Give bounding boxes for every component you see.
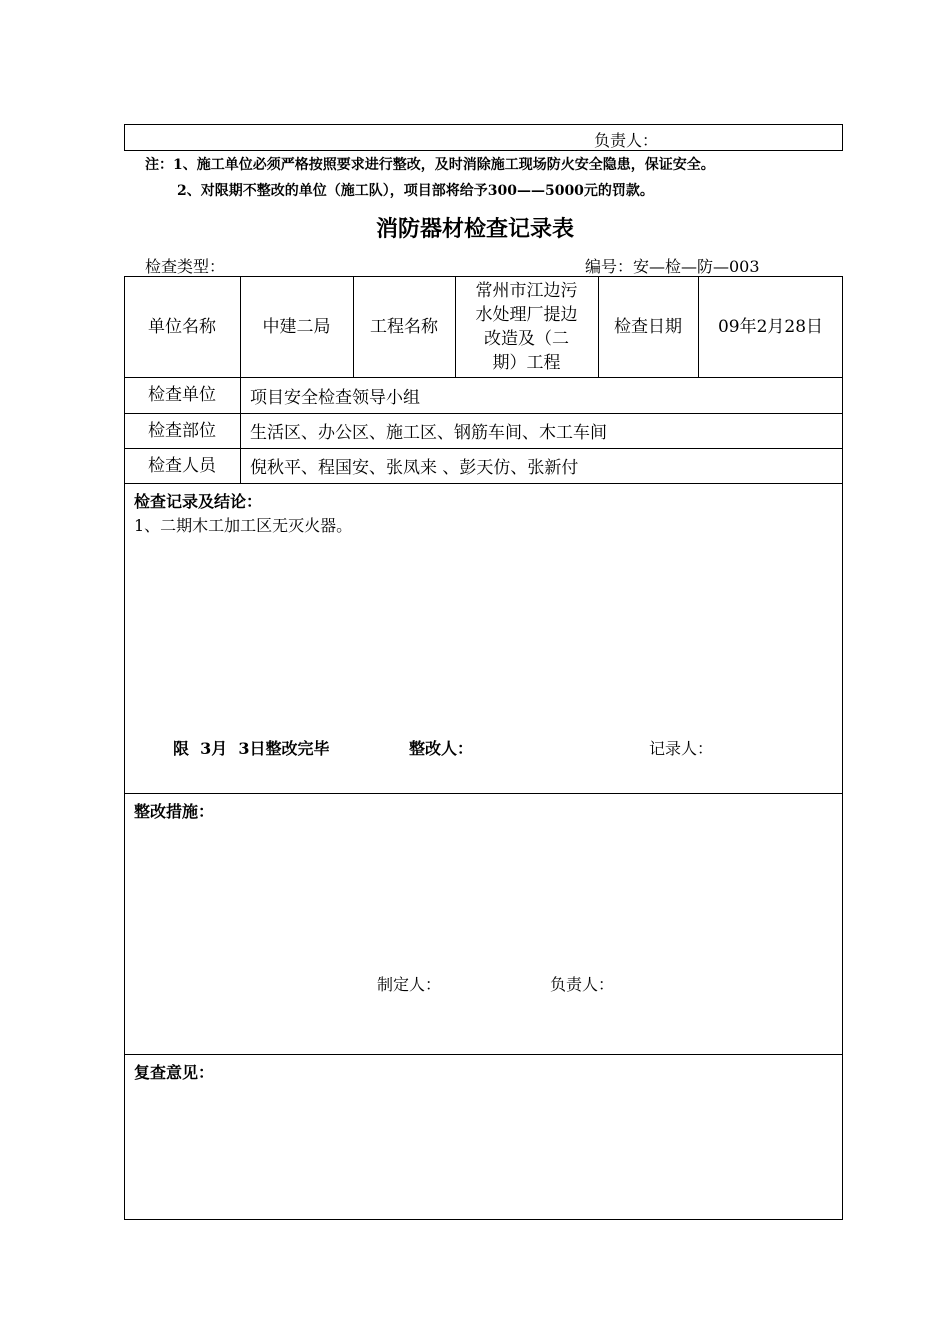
check-type-label: 检查类型： (145, 257, 226, 276)
record-heading: 检查记录及结论： (134, 492, 263, 511)
check-area-label: 检查部位 (148, 420, 216, 441)
project-name-line: 水处理厂提边 (475, 304, 578, 325)
note-line-1: 注：1、施工单位必须严格按照要求进行整改，及时消除施工现场防火安全隐患，保证安全。 (145, 157, 715, 173)
check-date-value: 09年2月28日 (717, 316, 824, 337)
recorder-label: 记录人： (649, 739, 714, 758)
maker-label: 制定人： (377, 975, 442, 994)
check-unit-label: 检查单位 (148, 385, 216, 405)
deadline-text: 限 3月 3日整改完毕 (173, 739, 330, 758)
check-unit-value: 项目安全检查领导小组 (250, 387, 420, 408)
project-name-value (455, 276, 598, 377)
measures-responsible-label: 负责人： (550, 975, 615, 994)
check-date-label: 检查日期 (614, 316, 682, 337)
check-area-value: 生活区、办公区、施工区、钢筋车间、木工车间 (250, 423, 607, 443)
project-name-label: 工程名称 (370, 316, 438, 337)
project-name-line: 改造及（二 (484, 328, 569, 349)
measures-heading: 整改措施： (134, 802, 215, 821)
page-title: 消防器材检查记录表 (375, 216, 574, 242)
row-divider (124, 793, 843, 794)
top-box (124, 124, 843, 151)
project-name-line: 期）工程 (492, 352, 561, 373)
unit-name-label: 单位名称 (148, 316, 216, 337)
record-item-1: 1、二期木工加工区无灭火器。 (134, 516, 353, 535)
row-divider (124, 483, 843, 484)
rectifier-label: 整改人： (409, 739, 474, 758)
row-divider (124, 1054, 843, 1055)
review-heading: 复查意见： (134, 1063, 215, 1082)
project-name-line: 常州市江边污 (475, 280, 578, 301)
inspectors-label: 检查人员 (148, 455, 216, 476)
note-line-2: 2、对限期不整改的单位（施工队），项目部将给予300——5000元的罚款。 (177, 183, 654, 199)
record-number: 编号：安—检—防—003 (585, 257, 760, 276)
unit-name-value: 中建二局 (262, 316, 331, 337)
inspectors-value: 倪秋平、程国安、张凤来 、彭天仿、张新付 (250, 458, 579, 478)
top-responsible-label: 负责人： (594, 131, 659, 150)
